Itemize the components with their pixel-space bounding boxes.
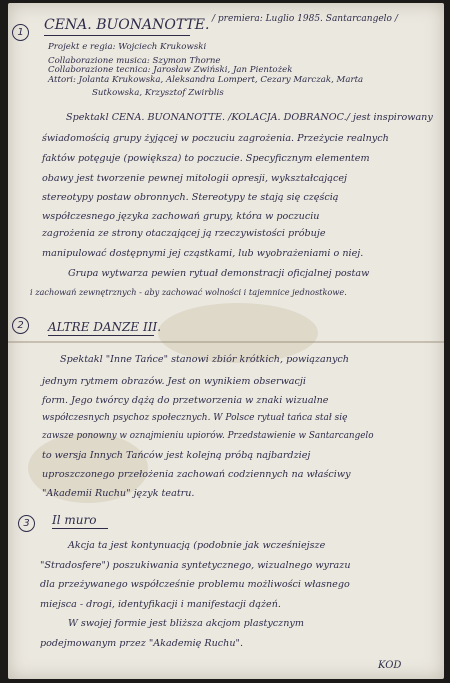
paragraph-line: form. Jego twórcy dążą do przetworzenia w znaki wizualne xyxy=(42,395,329,406)
fold-line xyxy=(8,341,444,343)
paragraph-line: obawy jest tworzenie pewnej mitologii opresji, wykształcającej xyxy=(42,173,347,184)
paragraph-line: to wersja Innych Tańców jest kolejną próbą najbardziej xyxy=(42,450,311,461)
paragraph-line: i zachowań zewnętrznych - aby zachować wolności i tajemnice jednostkowe. xyxy=(30,287,347,297)
credit-line: Projekt e regia: Wojciech Krukowski xyxy=(48,42,207,52)
section-number-1: 1 xyxy=(12,24,29,41)
signature: KOD xyxy=(378,660,402,671)
section-number-2: 2 xyxy=(12,317,29,334)
paragraph-line: W swojej formie jest bliższa akcjom plastycznym xyxy=(68,618,304,629)
paragraph-line: manipulować dostępnymi jej cząstkami, lub wyobrażeniami o niej. xyxy=(42,248,364,259)
paragraph-line: Spektakl CENA. BUONANOTTE. /KOLACJA. DOBRANOC./ jest inspirowany xyxy=(66,112,433,123)
paragraph-line: podejmowanym przez "Akademię Ruchu". xyxy=(40,638,244,649)
title-underline xyxy=(48,335,154,336)
credit-line: Attori: Jolanta Krukowska, Aleksandra Lompert, Cezary Marczak, Marta xyxy=(48,75,364,85)
paragraph-line: jednym rytmem obrazów. Jest on wynikiem obserwacji xyxy=(42,376,306,387)
paragraph-line: współczesnych psychoz społecznych. W Polsce rytuał tańca stał się xyxy=(42,413,348,423)
document-sheet xyxy=(8,3,444,679)
paragraph-line: "Akademii Ruchu" język teatru. xyxy=(42,488,195,499)
credit-line: Sutkowska, Krzysztof Zwirblis xyxy=(92,88,224,98)
section2-title: ALTRE DANZE III. xyxy=(48,320,162,334)
paragraph-line: zagrożenia ze strony otaczającej ją rzeczywistości próbuje xyxy=(42,228,326,239)
paragraph-line: świadomością grupy żyjącej w poczuciu zagrożenia. Przeżycie realnych xyxy=(42,133,389,144)
paragraph-line: faktów potęguje (powiększa) to poczucie. Specyficznym elementem xyxy=(42,153,370,164)
paragraph-line: uproszczonego przełożenia zachowań codziennych na właściwy xyxy=(42,469,351,480)
paragraph-line: zawsze ponowny w oznajmieniu upiorów. Przedstawienie w Santarcangelo xyxy=(42,431,374,441)
title-underline xyxy=(44,35,190,36)
paragraph-line: współczesnego języka zachowań grupy, która w poczuciu xyxy=(42,211,320,222)
paragraph-line: dla przeżywanego współcześnie problemu możliwości własnego xyxy=(40,579,350,590)
credit-line: Collaborazione tecnica: Jarosław Zwiński, Jan Pientożek xyxy=(48,65,293,75)
section1-title: CENA. BUONANOTTE. xyxy=(44,17,210,33)
paragraph-line: Spektakl "Inne Tańce" stanowi zbiór krótkich, powiązanych xyxy=(60,354,349,365)
credit-line: Collaborazione musica: Szymon Thorne xyxy=(48,56,221,66)
paragraph-line: stereotypy postaw obronnych. Stereotypy te stają się częścią xyxy=(42,192,339,203)
title-underline xyxy=(52,528,108,529)
paragraph-line: miejsca - drogi, identyfikacji i manifestacji dążeń. xyxy=(40,599,281,610)
premiere-note: / premiera: Luglio 1985. Santarcangelo / xyxy=(212,14,398,24)
paragraph-line: "Stradosfere") poszukiwania syntetycznego, wizualnego wyrazu xyxy=(40,560,351,571)
section3-title: Il muro xyxy=(52,513,97,527)
paragraph-line: Akcja ta jest kontynuacją (podobnie jak wcześniejsze xyxy=(68,540,326,551)
paragraph-line: Grupa wytwarza pewien rytuał demonstracji oficjalnej postaw xyxy=(68,268,370,279)
section-number-3: 3 xyxy=(18,515,35,532)
